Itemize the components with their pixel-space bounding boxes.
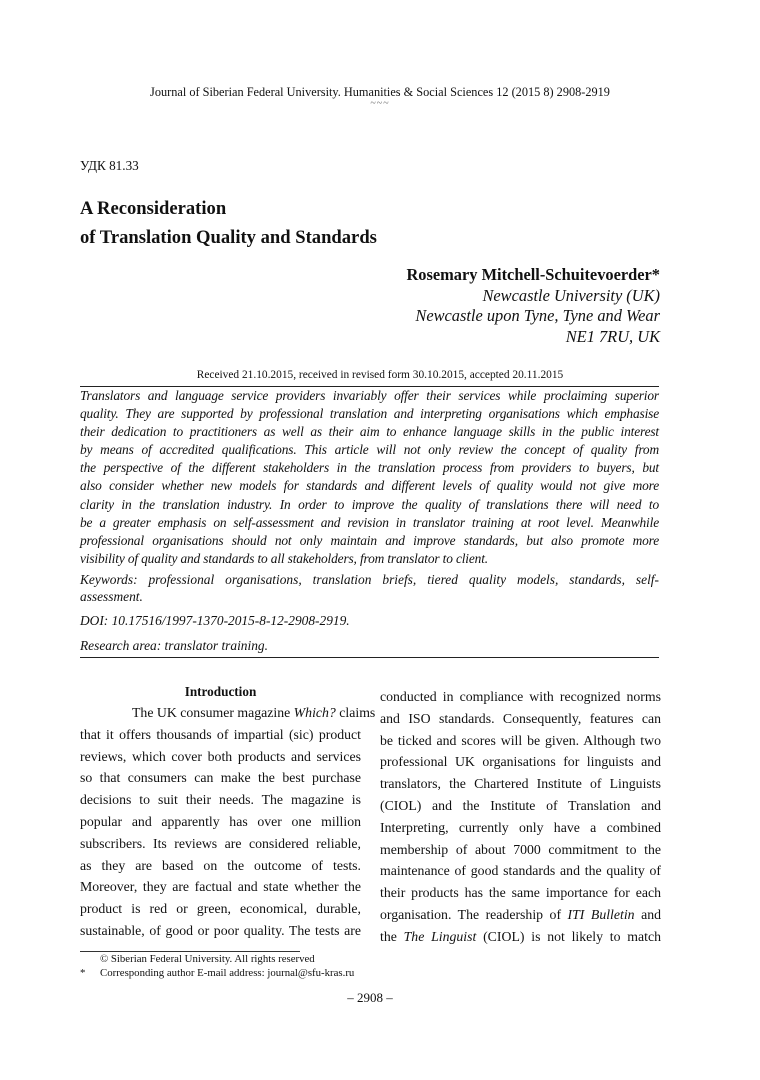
- body-line: organisation. The readership of ITI Bulletin and: [380, 906, 661, 922]
- body-line: the The Linguist (CIOL) is not likely to match: [380, 928, 661, 944]
- affiliation-line: Newcastle upon Tyne, Tyne and Wear: [415, 306, 660, 325]
- abstract-line: also consider whether new models for standards and different levels of quality would not give more: [80, 478, 659, 494]
- keywords-line: Keywords: professional organisations, translation briefs, tiered quality models, standards, self-: [80, 572, 659, 587]
- author-block: [406, 265, 660, 347]
- received-dates: Received 21.10.2015, received in revised form 30.10.2015, accepted 20.11.2015: [196, 369, 564, 381]
- keywords: [80, 571, 659, 605]
- body-line: decisions to suit their needs. The magazine is: [80, 792, 361, 808]
- abstract-line: professional organisations should not only maintain and improve standards, but also promote more: [80, 532, 659, 548]
- title-line-2: of Translation Quality and Standards: [80, 227, 377, 248]
- body-line: maintenance of good standards and the quality of: [380, 863, 661, 879]
- body-line: as they are based on the outcome of tests.: [80, 857, 361, 873]
- keywords-line: assessment.: [80, 589, 143, 604]
- body-column-right: [380, 686, 661, 948]
- journal-header: Journal of Siberian Federal University. Humanities & Social Sciences 12 (2015 8) 2908-2919: [150, 85, 610, 99]
- udk-code: УДК 81.33: [80, 158, 139, 173]
- author-name: Rosemary Mitchell-Schuitevoerder*: [406, 265, 660, 284]
- abstract-line: clarity in the translation industry. In order to improve the quality of translations there will need to: [80, 496, 659, 512]
- body-line: their products has the same importance for each: [380, 885, 661, 901]
- body-line: product is red or green, economical, durable,: [80, 901, 361, 917]
- abstract-line: the perspective of the different stakeholders in the translation process from providers to buyers, but: [80, 460, 659, 476]
- corresponding-author-email: Corresponding author E-mail address: journal@sfu-kras.ru: [100, 967, 355, 979]
- body-line: translators, the Chartered Institute of Linguists: [380, 776, 661, 792]
- body-line: that it offers thousands of impartial (sic) product: [80, 726, 361, 742]
- section-heading-introduction: Introduction: [184, 684, 257, 699]
- title-line-1: A Reconsideration: [80, 198, 227, 219]
- research-area: Research area: translator training.: [80, 638, 268, 653]
- abstract-line: be a greater emphasis on self-assessment and revision in translator training at root level. Meanwhile: [80, 514, 659, 530]
- body-line: reviews, which cover both products and services: [80, 748, 361, 764]
- abstract-line: Translators and language service providers invariably offer their services while proclaiming superior: [80, 388, 659, 403]
- body-line: The UK consumer magazine Which? claims: [132, 705, 376, 720]
- footnote-corresponding: [80, 967, 354, 981]
- abstract-bottom-rule: [80, 657, 659, 658]
- body-line: Moreover, they are factual and state whether the: [80, 879, 361, 895]
- body-line: membership of about 7000 commitment to the: [380, 841, 661, 857]
- article-title: [80, 194, 377, 252]
- abstract-line: visibility of quality and standards to all stakeholders, from translator to client.: [80, 550, 488, 566]
- affiliation-line: NE1 7RU, UK: [565, 326, 660, 346]
- body-line: and ISO standards. Consequently, features can: [380, 710, 661, 726]
- body-line: Interpreting, currently only have a combined: [380, 819, 661, 835]
- body-line: (CIOL) and the Institute of Translation and: [380, 797, 661, 813]
- body-line: popular and apparently has over one million: [80, 813, 361, 829]
- abstract-line: their dedication to practitioners as well as their aim to enhance language skills in the public interest: [80, 424, 659, 440]
- affiliation-line: Newcastle University (UK): [482, 285, 660, 305]
- abstract-line: quality. They are supported by professional translation and interpreting organisations which emphasise: [80, 406, 659, 422]
- footnote-rule: [80, 951, 300, 952]
- body-column-left: [80, 702, 376, 942]
- body-line: be ticked and scores will be given. Although two: [380, 732, 661, 748]
- body-line: subscribers. Its reviews are considered reliable,: [80, 835, 361, 851]
- footnote-marker: *: [80, 967, 86, 979]
- body-line: so that consumers can make the best purchase: [80, 770, 361, 786]
- body-line: professional UK organisations for linguists and: [380, 754, 661, 770]
- page-number: – 2908 –: [347, 990, 393, 1005]
- footnote-copyright: © Siberian Federal University. All rights reserved: [100, 953, 315, 965]
- doi: DOI: 10.17516/1997-1370-2015-8-12-2908-2919.: [80, 613, 350, 628]
- abstract: [80, 387, 659, 568]
- body-line: sustainable, of good or poor quality. The tests are: [80, 922, 361, 938]
- header-ornament: ~~~: [370, 98, 390, 109]
- body-line: conducted in compliance with recognized norms: [380, 689, 661, 704]
- abstract-line: by means of accredited qualifications. This article will not only review the concept of quality from: [80, 442, 659, 458]
